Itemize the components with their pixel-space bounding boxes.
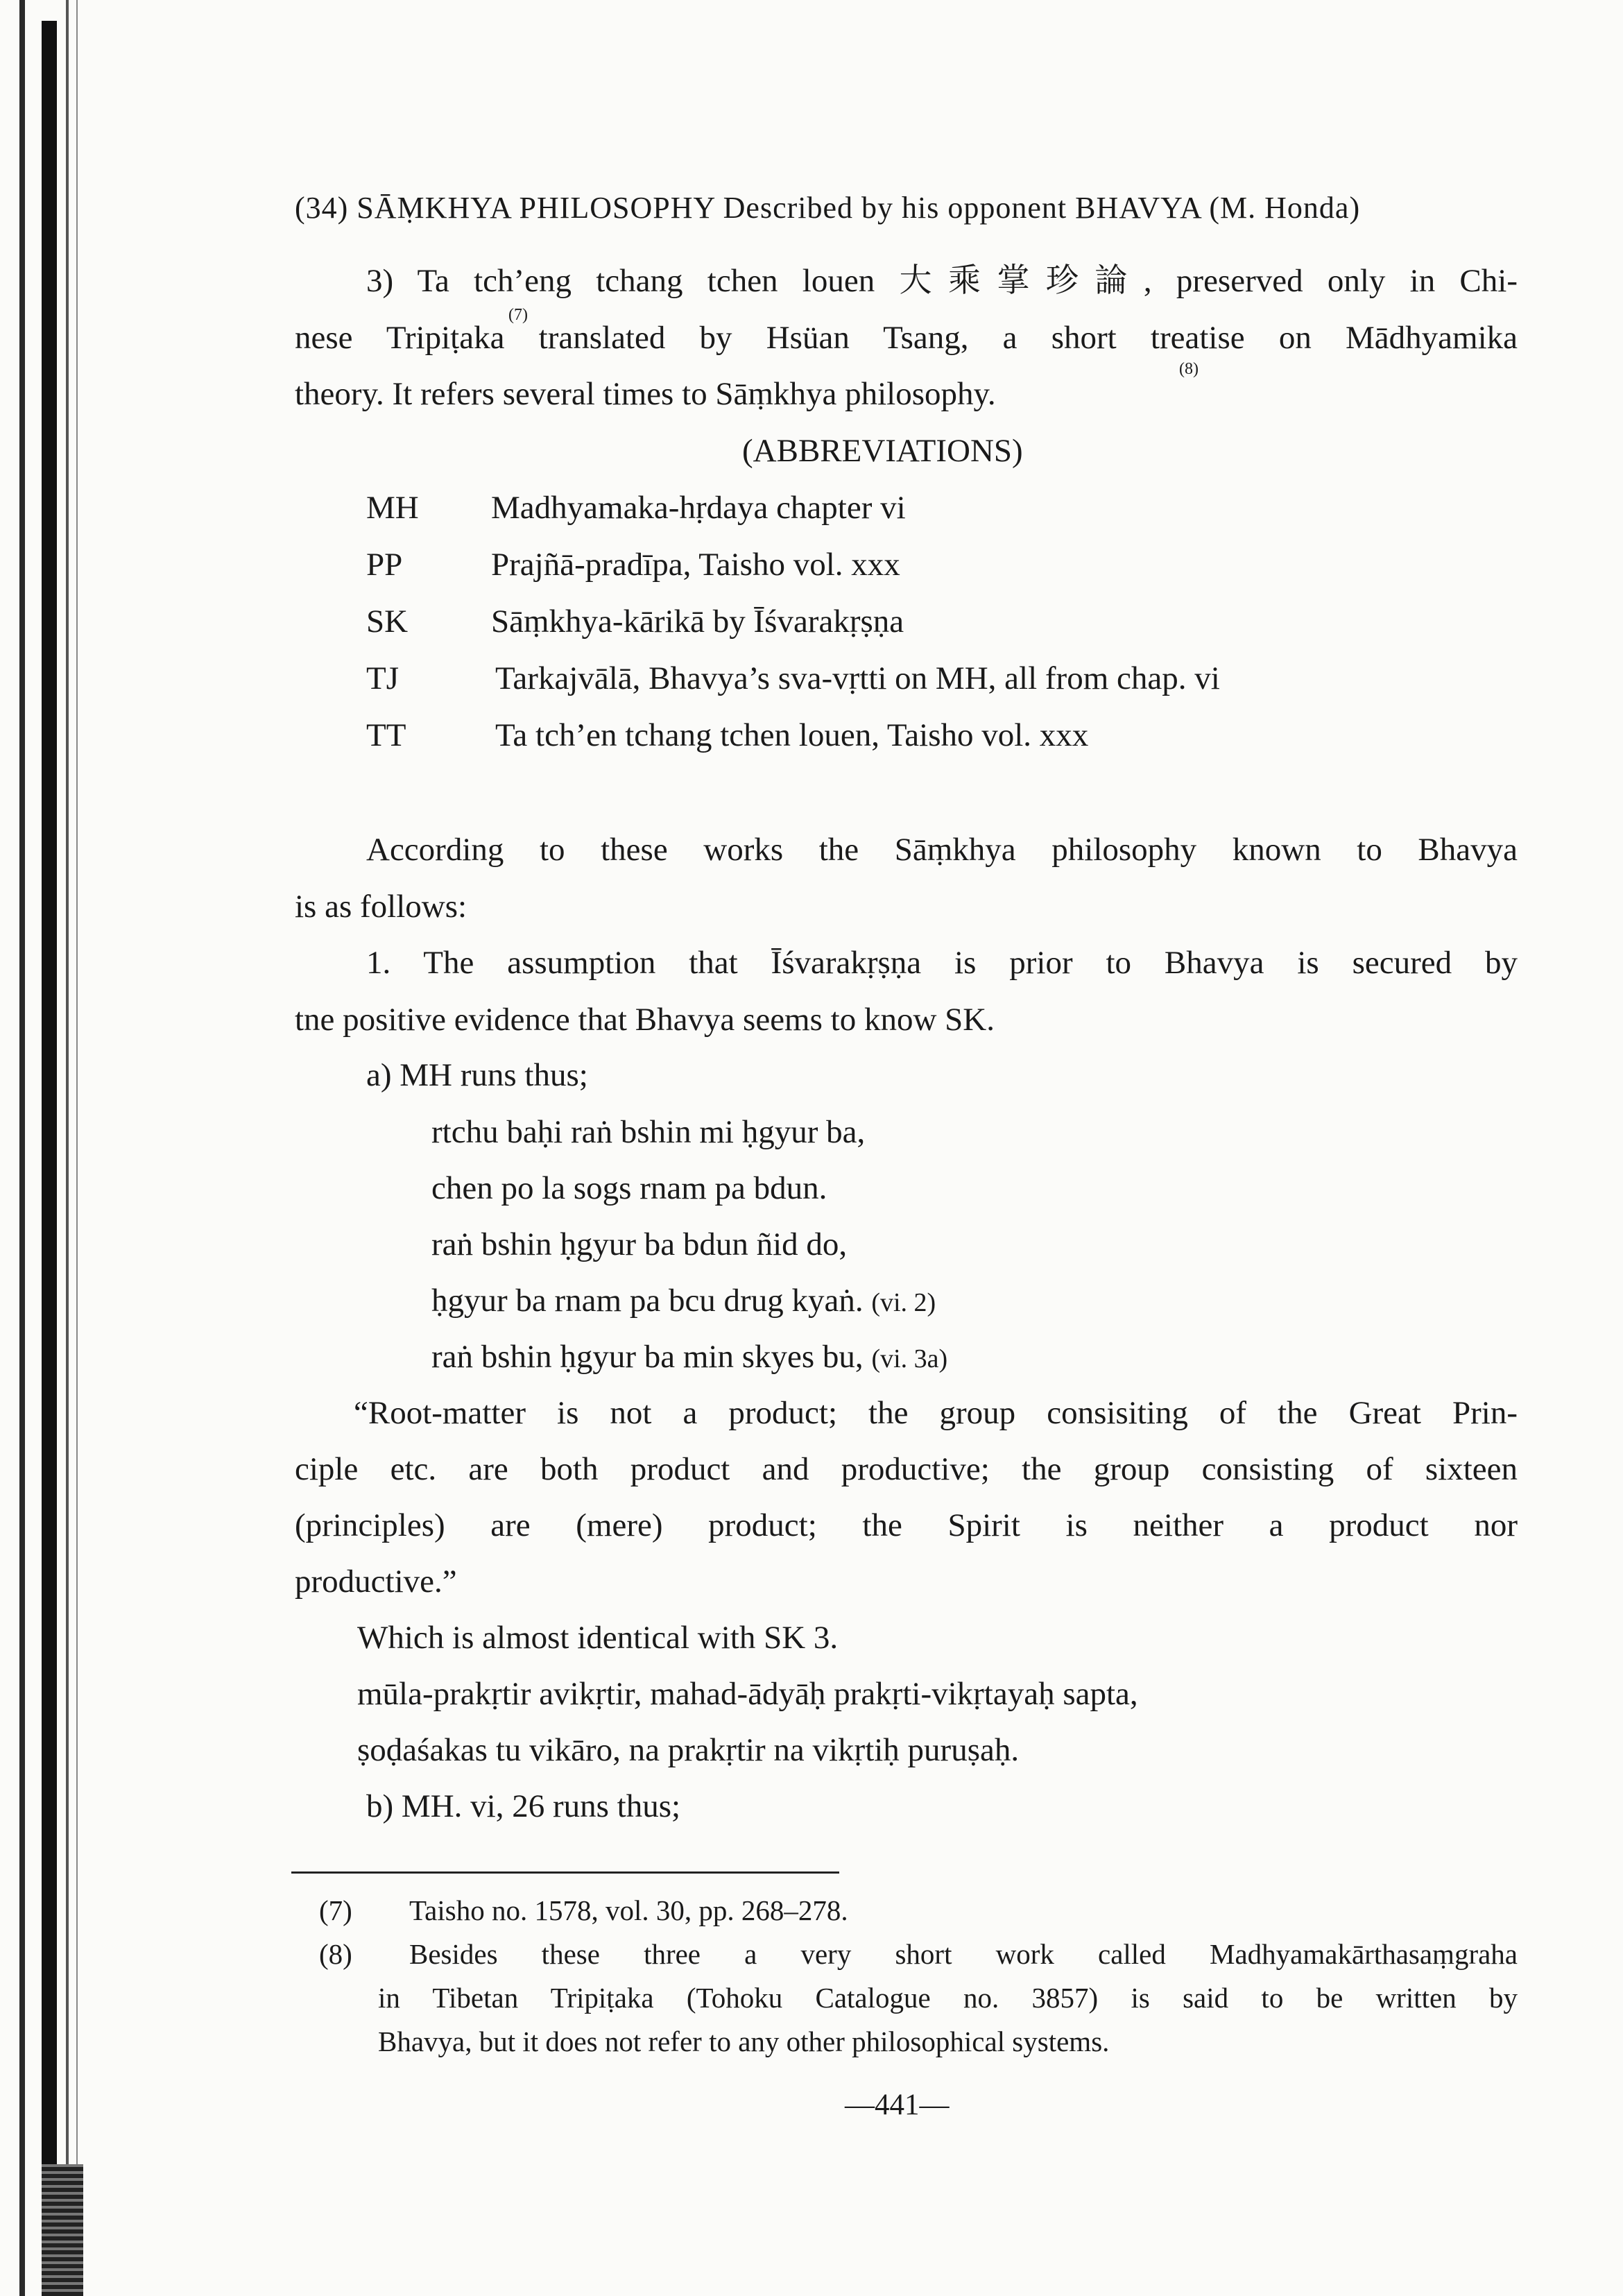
intro-line-2: nese Tripiṭaka translated by Hsüan Tsang, a short treatise on Mādhyamika: [295, 320, 1518, 356]
verse-line-5: [431, 1336, 947, 1380]
footnote-7-text: Taisho no. 1578, vol. 30, pp. 268–278.: [409, 1894, 848, 1926]
verse-line-4-text: ḥgyur ba rnam pa bcu drug kyaṅ.: [431, 1283, 864, 1319]
verse-line-3: raṅ bshin ḥgyur ba bdun ñid do,: [431, 1226, 848, 1262]
book-binding-edge: [0, 0, 90, 2296]
abbr-value-mh: Madhyamaka-hṛdaya chapter vi: [491, 490, 906, 526]
abbr-key-sk: SK: [366, 603, 409, 640]
verse-line-4: [431, 1280, 936, 1323]
translation-line-2: ciple etc. are both product and productive; the group consisting of sixteen: [295, 1451, 1518, 1487]
footnote-marker-8: (8): [1179, 360, 1199, 378]
sk-verse-line-1: mūla-prakṛtir avikṛtir, mahad-ādyāḥ prakṛti-vikṛtayaḥ sapta,: [357, 1676, 1138, 1712]
identical-with-sk: Which is almost identical with SK 3.: [357, 1620, 839, 1656]
abbr-value-sk: Sāṃkhya-kārikā by Īśvarakṛṣṇa: [491, 603, 904, 640]
item-b-label: b) MH. vi, 26 runs thus;: [366, 1788, 681, 1824]
abbreviations-title: (ABBREVIATIONS): [742, 433, 1023, 469]
footnote-8-line-1: Besides these three a very short work called Madhyamakārthasaṃgraha: [409, 1938, 1518, 1970]
footnote-8-line-2: in Tibetan Tripiṭaka (Tohoku Catalogue no. 3857) is said to be written by: [378, 1982, 1518, 2014]
verse-ref-vi-2: (vi. 2): [871, 1288, 936, 1317]
footnote-7-number: (7): [319, 1894, 352, 1926]
intro-line-3: theory. It refers several times to Sāṃkhya philosophy.: [295, 376, 996, 412]
abbr-value-tj: Tarkajvālā, Bhavya’s sva-vṛtti on MH, all from chap. vi: [495, 660, 1220, 696]
abbr-key-pp: PP: [366, 547, 403, 583]
abbr-key-mh: MH: [366, 490, 419, 526]
footnote-8-number: (8): [319, 1938, 352, 1970]
paragraph-1-line-1: According to these works the Sāṃkhya philosophy known to Bhavya: [366, 832, 1518, 868]
verse-ref-vi-3a: (vi. 3a): [871, 1344, 948, 1373]
verse-line-2: chen po la sogs rnam pa bdun.: [431, 1170, 827, 1206]
item-a-label: a) MH runs thus;: [366, 1057, 588, 1093]
footnote-separator: [291, 1871, 839, 1874]
abbr-key-tt: TT: [366, 717, 406, 753]
translation-line-1: “Root-matter is not a product; the group consisiting of the Great Prin-: [354, 1395, 1518, 1431]
page-number: —441—: [845, 2089, 950, 2121]
paragraph-2-line-2: tne positive evidence that Bhavya seems to know SK.: [295, 1002, 995, 1038]
translation-line-3: (principles) are (mere) product; the Spirit is neither a product nor: [295, 1507, 1518, 1543]
footnote-marker-7: (7): [508, 306, 528, 324]
paragraph-1-line-2: is as follows:: [295, 889, 467, 925]
abbr-value-tt: Ta tch’en tchang tchen louen, Taisho vol. xxx: [495, 717, 1089, 753]
sk-verse-line-2: ṣoḍaśakas tu vikāro, na prakṛtir na vikṛtiḥ puruṣaḥ.: [357, 1732, 1020, 1768]
intro-line-1: 3) Ta tch’eng tchang tchen louen 大乘掌珍論, preserved only in Chi-: [366, 263, 1518, 299]
paragraph-2-line-1: 1. The assumption that Īśvarakṛṣṇa is prior to Bhavya is secured by: [366, 945, 1518, 981]
abbr-value-pp: Prajñā-pradīpa, Taisho vol. xxx: [491, 547, 900, 583]
running-header: (34) SĀṂKHYA PHILOSOPHY Described by his opponent BHAVYA (M. Honda): [295, 191, 1361, 225]
abbr-key-tj: TJ: [366, 660, 399, 696]
verse-line-5-text: raṅ bshin ḥgyur ba min skyes bu,: [431, 1339, 864, 1375]
verse-line-1: rtchu baḥi raṅ bshin mi ḥgyur ba,: [431, 1114, 866, 1150]
footnote-8-line-3: Bhavya, but it does not refer to any other philosophical systems.: [378, 2025, 1110, 2057]
translation-line-4: productive.”: [295, 1563, 457, 1600]
